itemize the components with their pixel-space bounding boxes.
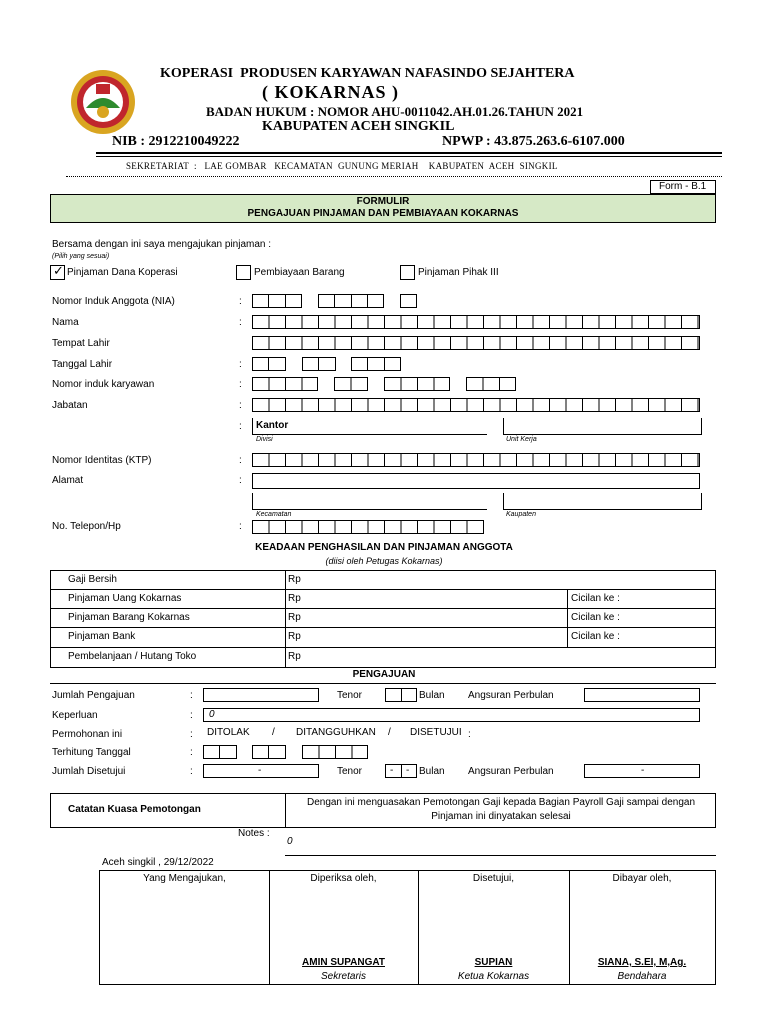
angsuran-label: Angsuran Perbulan <box>468 690 554 701</box>
nib: NIB : 2912210049222 <box>112 134 240 149</box>
title-line1: FORMULIR <box>356 196 410 207</box>
intro-text: Bersama dengan ini saya mengajukan pinjaman : <box>52 239 272 250</box>
option-dana-koperasi-label: Pinjaman Dana Koperasi <box>67 267 178 278</box>
slash: / <box>272 727 275 738</box>
income-row-label: Pinjaman Uang Kokarnas <box>68 593 182 604</box>
colon: : <box>190 729 193 740</box>
colon: : <box>239 455 242 466</box>
colon: : <box>239 379 242 390</box>
tempat-lahir-label: Tempat Lahir <box>52 338 110 349</box>
colon: : <box>468 729 471 740</box>
income-row-cicilan[interactable]: Cicilan ke : <box>571 593 620 604</box>
angsuran-disetujui-input[interactable] <box>584 764 700 778</box>
alamat-label: Alamat <box>52 475 84 486</box>
colon: : <box>239 421 242 432</box>
nama-input[interactable] <box>252 315 700 329</box>
jumlah-disetujui-label: Jumlah Disetujui <box>52 766 126 777</box>
jumlah-pengajuan-input[interactable] <box>203 688 319 702</box>
nik-karyawan-input-1[interactable] <box>252 377 318 391</box>
kecamatan-input[interactable] <box>252 493 487 510</box>
income-row-label: Pembelanjaan / Hutang Toko <box>68 651 197 662</box>
tenor-label-2: Tenor <box>337 766 363 777</box>
npwp: NPWP : 43.875.263.6-6107.000 <box>442 134 625 149</box>
form-code-box <box>650 180 716 194</box>
tenor-label: Tenor <box>337 690 363 701</box>
option-pembiayaan-barang-label: Pembiayaan Barang <box>254 267 345 278</box>
option-pihak-iii-checkbox[interactable] <box>400 265 415 280</box>
income-row-label: Pinjaman Bank <box>68 631 136 642</box>
income-row-rp[interactable]: Rp <box>288 574 301 585</box>
title-line2: PENGAJUAN PINJAMAN DAN PEMBIAYAAN KOKARNAS <box>247 208 519 219</box>
jumlah-pengajuan-label: Jumlah Pengajuan <box>52 690 135 701</box>
catatan-text-2: Pinjaman ini dinyatakan selesai <box>431 811 571 822</box>
header-rule-thin <box>96 156 722 157</box>
alamat-input[interactable] <box>252 473 700 489</box>
nia-input-3[interactable] <box>400 294 417 308</box>
income-row-rp[interactable]: Rp <box>288 612 301 623</box>
nik-karyawan-input-4[interactable] <box>466 377 516 391</box>
slash: / <box>388 727 391 738</box>
sig-name-ketua: SUPIAN <box>474 957 513 968</box>
tenor-disetujui-value-2: - <box>406 765 410 776</box>
option-pembiayaan-barang-checkbox[interactable] <box>236 265 251 280</box>
signature-table <box>99 870 716 985</box>
keperluan-value: 0 <box>209 709 215 720</box>
keperluan-label: Keperluan <box>52 710 98 721</box>
pengajuan-rule <box>50 683 716 684</box>
title-box <box>50 194 716 223</box>
org-short-name: ( KOKARNAS ) <box>262 82 399 102</box>
sig-title-bendahara: Bendahara <box>617 971 667 982</box>
unit-kerja-input[interactable] <box>503 418 702 435</box>
sig-role-diperiksa: Diperiksa oleh, <box>310 873 377 884</box>
terhitung-label: Terhitung Tanggal <box>52 747 131 758</box>
tenor-disetujui-value-1: - <box>390 765 394 776</box>
nik-karyawan-input-2[interactable] <box>334 377 368 391</box>
telepon-input[interactable] <box>252 520 484 534</box>
jabatan-label: Jabatan <box>52 400 88 411</box>
income-table <box>50 570 716 668</box>
kaupaten-caption: Kaupaten <box>506 511 536 518</box>
terhitung-year[interactable] <box>302 745 368 759</box>
secretariat-rule <box>66 176 722 177</box>
colon: : <box>190 747 193 758</box>
notes-value[interactable]: 0 <box>287 836 293 847</box>
colon: : <box>190 690 193 701</box>
telepon-label: No. Telepon/Hp <box>52 521 121 532</box>
notes-label: Notes : <box>238 828 270 839</box>
nik-karyawan-input-3[interactable] <box>384 377 450 391</box>
kantor-value: Kantor <box>256 420 289 431</box>
colon: : <box>239 359 242 370</box>
legal-basis: BADAN HUKUM : NOMOR AHU-0011042.AH.01.26.TAHUN 2021 <box>206 104 584 119</box>
sig-name-bendahara: SIANA, S.EI, M,Ag. <box>597 957 687 968</box>
catatan-box <box>50 793 716 828</box>
jumlah-disetujui-input[interactable] <box>203 764 319 778</box>
catatan-text-1: Dengan ini menguasakan Pemotongan Gaji kepada Bagian Payroll Gaji sampai dengan <box>306 797 696 808</box>
divisi-caption: Divisi <box>256 436 273 443</box>
kokarnas-logo-icon <box>66 68 140 136</box>
income-row-rp[interactable]: Rp <box>288 651 301 662</box>
jumlah-disetujui-value: - <box>258 765 262 776</box>
keperluan-input[interactable] <box>203 708 700 722</box>
check-icon: ✓ <box>53 264 64 279</box>
sig-role-disetujui: Disetujui, <box>472 873 515 884</box>
bulan-label: Bulan <box>419 690 445 701</box>
tanggal-lahir-label: Tanggal Lahir <box>52 359 113 370</box>
tanggal-lahir-year[interactable] <box>351 357 401 371</box>
ktp-input[interactable] <box>252 453 700 467</box>
colon: : <box>190 710 193 721</box>
option-ditolak[interactable]: DITOLAK <box>207 727 250 738</box>
colon: : <box>190 766 193 777</box>
colon: : <box>239 296 242 307</box>
notes-rule <box>285 855 716 856</box>
option-pihak-iii-label: Pinjaman Pihak III <box>418 267 499 278</box>
sig-title-ketua: Ketua Kokarnas <box>457 971 530 982</box>
sig-role-pengaju: Yang Mengajukan, <box>143 873 226 884</box>
option-ditangguhkan[interactable]: DITANGGUHKAN <box>296 727 376 738</box>
place-date: Aceh singkil , 29/12/2022 <box>102 857 214 868</box>
tempat-lahir-input[interactable] <box>252 336 700 350</box>
header-rule <box>96 152 722 154</box>
income-row-cicilan[interactable]: Cicilan ke : <box>571 612 620 623</box>
income-row-rp[interactable]: Rp <box>288 593 301 604</box>
income-heading: KEADAAN PENGHASILAN DAN PINJAMAN ANGGOTA <box>255 542 513 553</box>
choose-hint: (Pilih yang sesuai) <box>52 253 110 260</box>
jabatan-input[interactable] <box>252 398 700 412</box>
tanggal-lahir-month[interactable] <box>302 357 336 371</box>
nia-label: Nomor Induk Anggota (NIA) <box>52 296 175 307</box>
colon: : <box>239 400 242 411</box>
secretariat: SEKRETARIAT : LAE GOMBAR KECAMATAN GUNUNG MERIAH KABUPATEN ACEH SINGKIL <box>126 161 558 171</box>
catatan-label: Catatan Kuasa Pemotongan <box>68 804 201 815</box>
nik-karyawan-label: Nomor induk karyawan <box>52 379 155 390</box>
income-row-label: Pinjaman Barang Kokarnas <box>68 612 190 623</box>
colon: : <box>239 475 242 486</box>
income-row-cicilan[interactable]: Cicilan ke : <box>571 631 620 642</box>
colon: : <box>239 317 242 328</box>
colon: : <box>239 521 242 532</box>
unit-kerja-caption: Unit Kerja <box>506 436 537 443</box>
pengajuan-heading: PENGAJUAN <box>352 669 416 680</box>
permohonan-label: Permohonan ini <box>52 729 123 740</box>
terhitung-month[interactable] <box>252 745 286 759</box>
angsuran-label-2: Angsuran Perbulan <box>468 766 554 777</box>
nama-label: Nama <box>52 317 79 328</box>
option-disetujui[interactable]: DISETUJUI <box>410 727 462 738</box>
logo <box>66 68 140 136</box>
sig-title-sekretaris: Sekretaris <box>320 971 366 982</box>
kecamatan-caption: Kecamatan <box>256 511 292 518</box>
angsuran-disetujui-value: - <box>641 765 645 776</box>
tanggal-lahir-day[interactable] <box>252 357 286 371</box>
nia-input[interactable] <box>252 294 302 308</box>
region: KABUPATEN ACEH SINGKIL <box>262 119 455 134</box>
kaupaten-input[interactable] <box>503 493 702 510</box>
sig-role-dibayar: Dibayar oleh, <box>612 873 672 884</box>
income-subheading: (diisi oleh Petugas Kokarnas) <box>325 556 443 566</box>
option-dana-koperasi-checkbox[interactable] <box>50 265 65 280</box>
sig-name-sekretaris: AMIN SUPANGAT <box>302 957 385 968</box>
income-row-label: Gaji Bersih <box>68 574 117 585</box>
form-code: Form - B.1 <box>659 181 707 192</box>
org-name: KOPERASI PRODUSEN KARYAWAN NAFASINDO SEJAHTERA <box>160 66 575 81</box>
ktp-label: Nomor Identitas (KTP) <box>52 455 152 466</box>
angsuran-input[interactable] <box>584 688 700 702</box>
bulan-label-2: Bulan <box>419 766 445 777</box>
income-row-rp[interactable]: Rp <box>288 631 301 642</box>
terhitung-day[interactable] <box>203 745 237 759</box>
